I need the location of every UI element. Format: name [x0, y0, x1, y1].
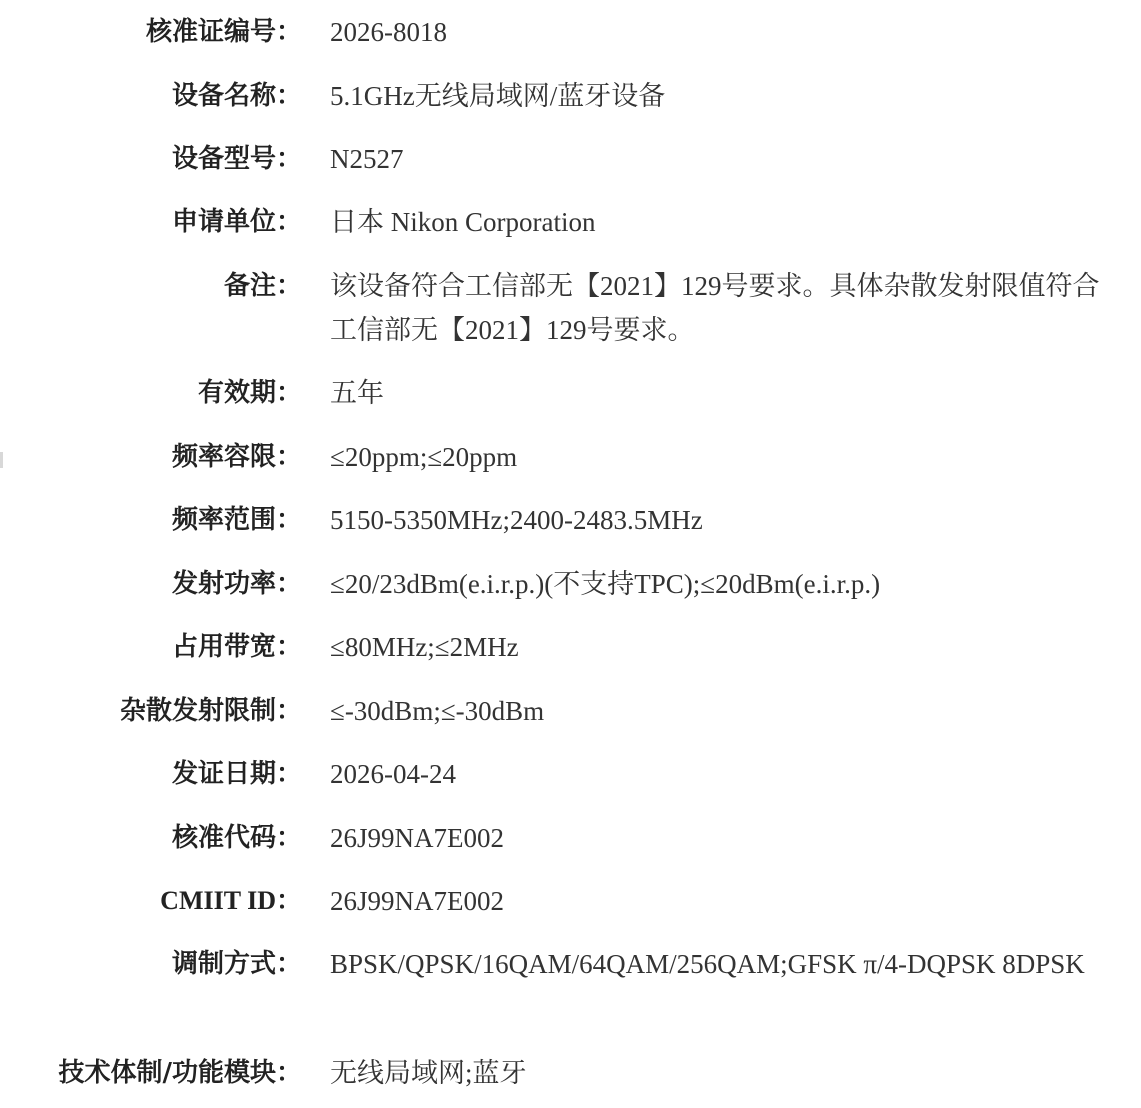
field-applicant — [0, 204, 1120, 240]
field-value: ≤80MHz;≤2MHz — [330, 632, 519, 662]
field-label: 杂散发射限制： — [119, 696, 302, 726]
field-label: 占用带宽： — [171, 632, 302, 662]
field-label: 技术体制/功能模块： — [58, 1058, 302, 1088]
field-spurious-emission-limit — [0, 693, 1120, 729]
field-label: 调制方式： — [171, 949, 302, 979]
field-device-model — [0, 141, 1120, 177]
field-label: 发证日期： — [171, 759, 302, 789]
field-label: 核准代码： — [171, 823, 302, 853]
field-value: 5.1GHz无线局域网/蓝牙设备 — [330, 81, 666, 111]
field-value: BPSK/QPSK/16QAM/64QAM/256QAM;GFSK π/4-DQPSK 8DPSK — [330, 949, 1085, 979]
field-cmiit-id — [0, 883, 1120, 919]
field-label: 申请单位： — [171, 207, 302, 237]
field-technology-module — [0, 1055, 1120, 1091]
field-value: ≤20/23dBm(e.i.r.p.)(不支持TPC);≤20dBm(e.i.r.p.) — [330, 569, 881, 599]
field-approval-number — [0, 14, 1120, 50]
field-value: 2026-8018 — [330, 17, 447, 47]
field-value: 2026-04-24 — [330, 759, 456, 789]
field-remarks — [0, 268, 1120, 352]
field-device-name — [0, 78, 1120, 114]
field-approval-code — [0, 820, 1120, 856]
field-value: 26J99NA7E002 — [330, 886, 504, 916]
field-label: 备注： — [223, 271, 302, 301]
field-label: 有效期： — [197, 378, 302, 408]
field-label: 频率容限： — [171, 442, 302, 472]
field-value: 该设备符合工信部无【2021】129号要求。具体杂散发射限值符合工信部无【2021】129号要求。 — [330, 271, 1100, 345]
field-label: 频率范围： — [171, 505, 302, 535]
field-transmit-power — [0, 566, 1120, 602]
field-value: 五年 — [330, 378, 384, 408]
field-label: 发射功率： — [171, 569, 302, 599]
field-value: 日本 Nikon Corporation — [330, 207, 596, 237]
field-value: 26J99NA7E002 — [330, 823, 504, 853]
field-frequency-tolerance — [0, 439, 1120, 475]
field-value: 5150-5350MHz;2400-2483.5MHz — [330, 505, 703, 535]
field-issue-date — [0, 756, 1120, 792]
page-edge-mark — [0, 452, 3, 468]
field-frequency-range — [0, 502, 1120, 538]
field-label: 核准证编号： — [145, 17, 302, 47]
field-value: ≤20ppm;≤20ppm — [330, 442, 518, 472]
field-value: N2527 — [330, 144, 404, 174]
field-value: ≤-30dBm;≤-30dBm — [330, 696, 545, 726]
field-occupied-bandwidth — [0, 629, 1120, 665]
field-label: 设备型号： — [171, 144, 302, 174]
field-value: 无线局域网;蓝牙 — [330, 1058, 527, 1088]
field-modulation — [0, 946, 1115, 986]
field-label: 设备名称： — [171, 81, 302, 111]
field-label: CMIIT ID： — [160, 886, 302, 915]
field-validity — [0, 375, 1120, 411]
